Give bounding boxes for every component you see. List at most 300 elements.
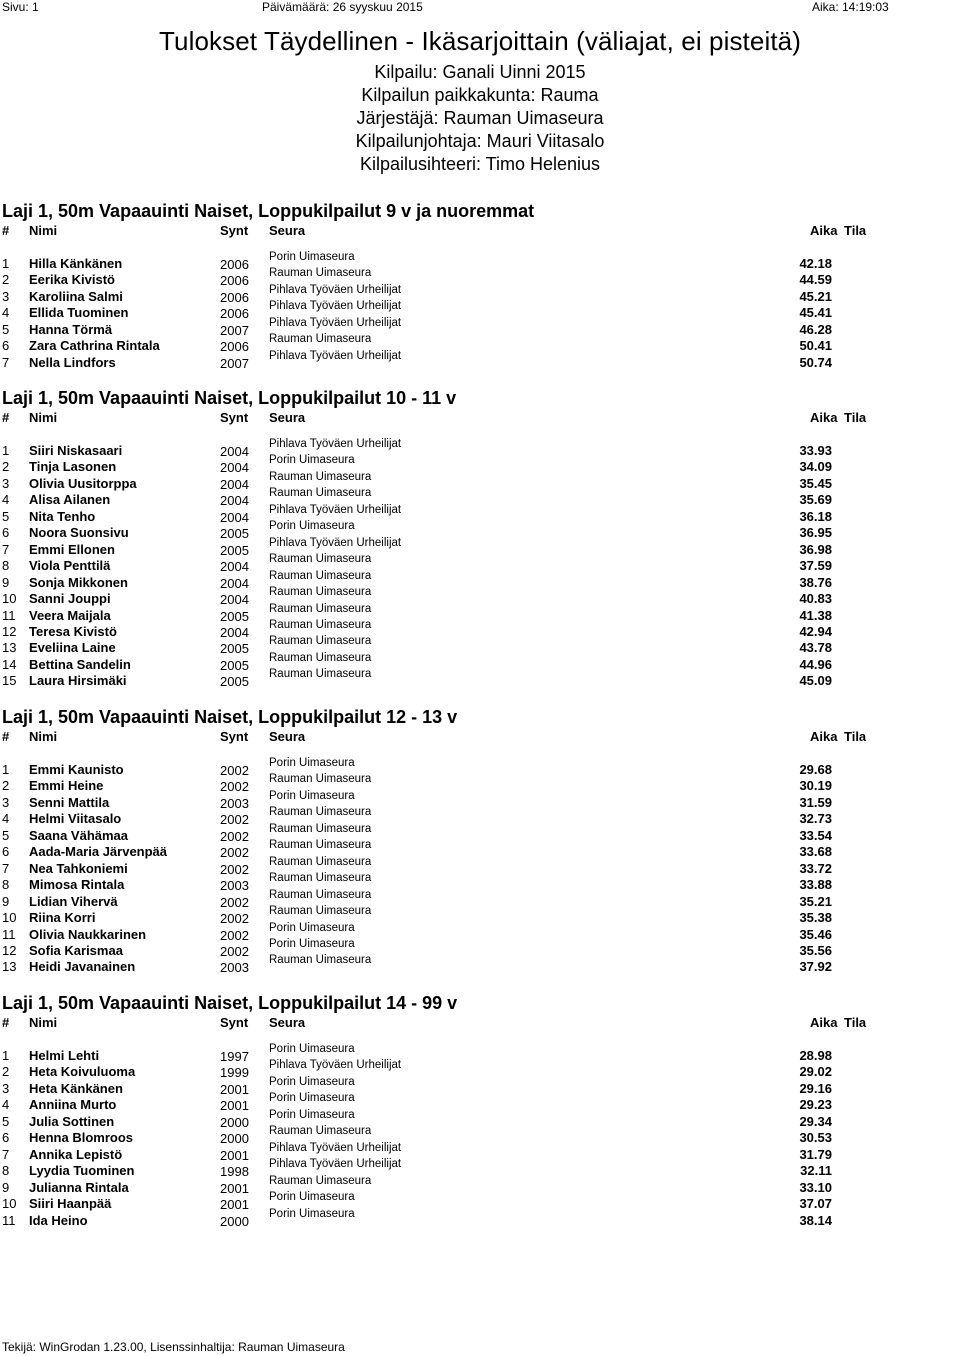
result-time: 44.96 xyxy=(799,656,832,672)
result-time: 35.56 xyxy=(799,942,832,958)
table-row xyxy=(0,300,960,322)
table-row xyxy=(0,668,960,690)
table-row xyxy=(0,1125,960,1147)
place: 4 xyxy=(2,305,10,321)
results-section xyxy=(0,388,960,698)
place: 10 xyxy=(2,1196,17,1212)
result-time: 38.76 xyxy=(799,574,832,590)
club-name: Porin Uimaseura xyxy=(269,937,355,950)
place: 3 xyxy=(2,288,10,304)
document-title: Tulokset Täydellinen - Ikäsarjoittain (väliajat, ei pisteitä) xyxy=(159,26,801,56)
birth-year: 2004 xyxy=(220,509,249,525)
club-name: Rauman Uimaseura xyxy=(269,1174,372,1187)
results-section xyxy=(0,993,960,1237)
place: 6 xyxy=(2,338,10,354)
column-header-num: # xyxy=(2,410,10,425)
club-name: Porin Uimaseura xyxy=(269,454,355,467)
result-time: 29.68 xyxy=(799,762,832,777)
birth-year: 2006 xyxy=(220,257,249,272)
swimmer-name: Lidian Vihervä xyxy=(29,893,118,909)
section-title: Laji 1, 50m Vapaauinti Naiset, Loppukilpailut 9 v ja nuoremmat xyxy=(2,201,535,221)
column-header-club: Seura xyxy=(269,1015,306,1030)
result-time: 42.94 xyxy=(799,623,832,639)
birth-year: 2004 xyxy=(220,575,249,591)
result-time: 34.09 xyxy=(799,459,832,475)
birth-year: 2007 xyxy=(220,355,249,371)
swimmer-name: Julia Sottinen xyxy=(29,1113,115,1129)
place: 10 xyxy=(2,591,17,607)
club-name: Porin Uimaseura xyxy=(269,251,355,263)
place: 9 xyxy=(2,1179,10,1195)
result-time: 32.73 xyxy=(799,811,832,827)
table-row xyxy=(0,1158,960,1180)
result-time: 32.11 xyxy=(800,1163,832,1179)
swimmer-name: Anniina Murto xyxy=(29,1097,117,1113)
place: 8 xyxy=(2,877,10,893)
birth-year: 2001 xyxy=(220,1197,249,1213)
result-time: 45.21 xyxy=(799,288,832,304)
birth-year: 2002 xyxy=(220,861,249,877)
club-name: Rauman Uimaseura xyxy=(269,872,372,885)
swimmer-name: Eveliina Laine xyxy=(29,640,116,656)
place: 5 xyxy=(2,321,10,337)
club-name: Pihlava Työväen Urheilijat xyxy=(269,536,402,549)
birth-year: 2002 xyxy=(220,779,249,795)
column-header-num: # xyxy=(2,223,10,238)
club-name: Porin Uimaseura xyxy=(269,520,355,533)
club-name: Rauman Uimaseura xyxy=(269,839,372,852)
club-name: Pihlava Työväen Urheilijat xyxy=(269,1158,402,1171)
swimmer-name: Henna Blomroos xyxy=(29,1130,134,1146)
result-time: 33.72 xyxy=(799,860,832,876)
birth-year: 2004 xyxy=(220,559,249,575)
swimmer-name: Emmi Heine xyxy=(29,778,104,794)
club-name: Rauman Uimaseura xyxy=(269,569,372,582)
birth-year: 1998 xyxy=(220,1164,249,1180)
birth-year: 2001 xyxy=(220,1098,249,1114)
result-time: 36.18 xyxy=(799,508,832,524)
place: 7 xyxy=(2,1146,10,1162)
club-name: Rauman Uimaseura xyxy=(269,822,372,835)
swimmer-name: Sofia Karismaa xyxy=(29,942,123,958)
swimmer-name: Riina Korri xyxy=(29,910,96,926)
column-header-name: Nimi xyxy=(29,410,58,425)
result-time: 29.16 xyxy=(799,1080,832,1096)
birth-year: 2002 xyxy=(220,845,249,861)
competition-location: Kilpailun paikkakunta: Rauma xyxy=(361,85,599,105)
swimmer-name: Julianna Rintala xyxy=(29,1179,129,1195)
column-header-tila: Tila xyxy=(844,729,867,744)
place: 4 xyxy=(2,811,10,827)
result-time: 33.68 xyxy=(799,844,832,860)
swimmer-name: Helmi Lehti xyxy=(29,1048,100,1063)
place: 2 xyxy=(2,272,10,288)
result-time: 37.07 xyxy=(799,1196,832,1212)
place: 5 xyxy=(2,508,10,524)
birth-year: 2005 xyxy=(220,526,249,542)
swimmer-name: Senni Mattila xyxy=(29,794,110,810)
swimmer-name: Eerika Kivistö xyxy=(29,272,115,288)
place: 1 xyxy=(2,256,10,271)
club-name: Pihlava Työväen Urheilijat xyxy=(269,316,402,329)
swimmer-name: Siiri Niskasaari xyxy=(29,443,123,458)
print-time: Aika: 14:19:03 xyxy=(812,0,889,14)
page-header xyxy=(0,0,960,14)
column-header-row xyxy=(0,729,960,745)
table-row xyxy=(0,1092,960,1114)
table-row xyxy=(0,283,960,305)
swimmer-name: Bettina Sandelin xyxy=(29,656,131,672)
birth-year: 2007 xyxy=(220,322,249,338)
table-row xyxy=(0,1043,960,1064)
table-row xyxy=(0,503,960,525)
swimmer-name: Ellida Tuominen xyxy=(29,305,129,321)
birth-year: 1997 xyxy=(220,1049,249,1064)
result-time: 36.95 xyxy=(799,525,832,541)
club-name: Pihlava Työväen Urheilijat xyxy=(269,1059,402,1072)
table-row xyxy=(0,316,960,338)
result-time: 40.83 xyxy=(799,591,832,607)
table-row xyxy=(0,1075,960,1097)
result-time: 36.98 xyxy=(799,541,832,557)
club-name: Rauman Uimaseura xyxy=(269,888,372,901)
club-name: Rauman Uimaseura xyxy=(269,773,372,786)
birth-year: 2006 xyxy=(220,289,249,305)
section-title: Laji 1, 50m Vapaauinti Naiset, Loppukilpailut 10 - 11 v xyxy=(2,388,457,408)
club-name: Rauman Uimaseura xyxy=(269,668,372,681)
place: 6 xyxy=(2,1130,10,1146)
place: 9 xyxy=(2,893,10,909)
club-name: Pihlava Työväen Urheilijat xyxy=(269,349,402,362)
table-row xyxy=(0,822,960,844)
club-name: Rauman Uimaseura xyxy=(269,470,372,483)
place: 1 xyxy=(2,443,10,458)
club-name: Rauman Uimaseura xyxy=(269,855,372,868)
table-row xyxy=(0,602,960,624)
birth-year: 2002 xyxy=(220,763,249,778)
competition-secretary: Kilpailusihteeri: Timo Helenius xyxy=(359,154,601,174)
place: 2 xyxy=(2,459,10,475)
club-name: Rauman Uimaseura xyxy=(269,333,372,346)
table-row xyxy=(0,1141,960,1163)
column-header-synt: Synt xyxy=(220,1015,249,1030)
table-row xyxy=(0,267,960,289)
club-name: Porin Uimaseura xyxy=(269,757,355,769)
table-row xyxy=(0,333,960,355)
birth-year: 2002 xyxy=(220,812,249,828)
result-time: 29.34 xyxy=(799,1113,832,1129)
swimmer-name: Hilla Känkänen xyxy=(29,256,123,271)
result-time: 33.10 xyxy=(799,1179,832,1195)
club-name: Rauman Uimaseura xyxy=(269,651,372,664)
table-row xyxy=(0,806,960,828)
table-row xyxy=(0,635,960,657)
place: 11 xyxy=(2,926,16,942)
table-row xyxy=(0,839,960,861)
column-header-synt: Synt xyxy=(220,223,249,238)
result-time: 37.59 xyxy=(799,558,832,574)
page-footer: Tekijä: WinGrodan 1.23.00, Lisenssinhaltija: Rauman Uimaseura xyxy=(2,1340,345,1354)
column-header-aika: Aika xyxy=(810,1015,838,1030)
swimmer-name: Siiri Haanpää xyxy=(29,1196,112,1212)
birth-year: 2003 xyxy=(220,795,249,811)
club-name: Porin Uimaseura xyxy=(269,1108,355,1121)
place: 1 xyxy=(2,1048,10,1063)
table-row xyxy=(0,520,960,542)
column-header-club: Seura xyxy=(269,410,306,425)
place: 3 xyxy=(2,475,10,491)
result-time: 33.93 xyxy=(799,443,832,458)
table-row xyxy=(0,651,960,673)
result-time: 35.45 xyxy=(799,475,832,491)
table-row xyxy=(0,921,960,943)
birth-year: 2002 xyxy=(220,927,249,943)
result-time: 46.28 xyxy=(799,321,832,337)
result-time: 45.09 xyxy=(799,673,832,689)
result-time: 31.59 xyxy=(799,794,832,810)
results-section xyxy=(0,707,960,984)
club-name: Rauman Uimaseura xyxy=(269,586,372,599)
birth-year: 2004 xyxy=(220,444,249,459)
competition-director: Kilpailunjohtaja: Mauri Viitasalo xyxy=(355,131,605,151)
club-name: Rauman Uimaseura xyxy=(269,905,372,918)
place: 8 xyxy=(2,1163,10,1179)
column-header-name: Nimi xyxy=(29,1015,58,1030)
club-name: Pihlava Työväen Urheilijat xyxy=(269,503,402,516)
section-title: Laji 1, 50m Vapaauinti Naiset, Loppukilpailut 12 - 13 v xyxy=(2,707,458,727)
table-row xyxy=(0,1174,960,1196)
table-row xyxy=(0,349,960,371)
swimmer-name: Olivia Naukkarinen xyxy=(29,926,147,942)
result-time: 33.88 xyxy=(799,877,832,893)
result-time: 38.14 xyxy=(799,1212,832,1228)
place: 12 xyxy=(2,623,17,639)
place: 11 xyxy=(2,1212,16,1228)
club-name: Rauman Uimaseura xyxy=(269,487,372,500)
swimmer-name: Helmi Viitasalo xyxy=(29,811,122,827)
swimmer-name: Lyydia Tuominen xyxy=(29,1163,135,1179)
table-row xyxy=(0,487,960,509)
swimmer-name: Ida Heino xyxy=(29,1212,88,1228)
column-header-row xyxy=(0,410,960,426)
swimmer-name: Karoliina Salmi xyxy=(29,288,123,304)
result-time: 50.74 xyxy=(799,354,832,370)
birth-year: 2004 xyxy=(220,493,249,509)
birth-year: 2001 xyxy=(220,1081,249,1097)
place: 9 xyxy=(2,574,10,590)
club-name: Rauman Uimaseura xyxy=(269,267,372,280)
club-name: Rauman Uimaseura xyxy=(269,553,372,566)
place: 5 xyxy=(2,827,10,843)
place: 5 xyxy=(2,1113,10,1129)
column-header-tila: Tila xyxy=(844,1015,867,1030)
swimmer-name: Mimosa Rintala xyxy=(29,877,125,893)
swimmer-name: Nella Lindfors xyxy=(29,354,116,370)
swimmer-name: Heta Koivuluoma xyxy=(29,1064,136,1080)
swimmer-name: Viola Penttilä xyxy=(29,558,111,574)
result-time: 42.18 xyxy=(799,256,832,271)
swimmer-name: Annika Lepistö xyxy=(29,1146,123,1162)
competition-name: Kilpailu: Ganali Uinni 2015 xyxy=(374,62,586,82)
table-row xyxy=(0,888,960,910)
table-row xyxy=(0,1191,960,1213)
birth-year: 2002 xyxy=(220,828,249,844)
swimmer-name: Zara Cathrina Rintala xyxy=(29,338,160,354)
birth-year: 1999 xyxy=(220,1065,249,1081)
swimmer-name: Olivia Uusitorppa xyxy=(29,475,137,491)
place: 3 xyxy=(2,1080,10,1096)
column-header-club: Seura xyxy=(269,729,306,744)
club-name: Rauman Uimaseura xyxy=(269,602,372,615)
result-time: 37.92 xyxy=(799,959,832,975)
swimmer-name: Noora Suonsivu xyxy=(29,525,129,541)
place: 4 xyxy=(2,492,10,508)
result-time: 41.38 xyxy=(799,607,832,623)
birth-year: 2005 xyxy=(220,657,249,673)
place: 4 xyxy=(2,1097,10,1113)
club-name: Rauman Uimaseura xyxy=(269,618,372,631)
birth-year: 2005 xyxy=(220,608,249,624)
swimmer-name: Heta Känkänen xyxy=(29,1080,123,1096)
table-row xyxy=(0,937,960,959)
column-header-name: Nimi xyxy=(29,729,58,744)
place: 2 xyxy=(2,1064,10,1080)
table-row xyxy=(0,1108,960,1130)
table-row xyxy=(0,618,960,640)
column-header-tila: Tila xyxy=(844,223,867,238)
swimmer-name: Nea Tahkoniemi xyxy=(29,860,128,876)
column-header-num: # xyxy=(2,729,10,744)
swimmer-name: Nita Tenho xyxy=(29,508,96,524)
swimmer-name: Veera Maijala xyxy=(29,607,111,623)
swimmer-name: Emmi Kaunisto xyxy=(29,762,124,777)
birth-year: 2001 xyxy=(220,1180,249,1196)
club-name: Pihlava Työväen Urheilijat xyxy=(269,1141,402,1154)
place: 8 xyxy=(2,558,10,574)
swimmer-name: Laura Hirsimäki xyxy=(29,673,127,689)
table-row xyxy=(0,251,960,272)
birth-year: 2005 xyxy=(220,641,249,657)
place: 7 xyxy=(2,354,10,370)
column-header-row xyxy=(0,1015,960,1031)
birth-year: 2004 xyxy=(220,592,249,608)
swimmer-name: Heidi Javanainen xyxy=(29,959,136,975)
place: 7 xyxy=(2,860,10,876)
table-row xyxy=(0,789,960,811)
column-header-club: Seura xyxy=(269,223,306,238)
swimmer-name: Sonja Mikkonen xyxy=(29,574,128,590)
birth-year: 2001 xyxy=(220,1147,249,1163)
swimmer-name: Hanna Törmä xyxy=(29,321,113,337)
club-name: Rauman Uimaseura xyxy=(269,806,372,819)
place: 11 xyxy=(2,607,16,623)
birth-year: 2002 xyxy=(220,911,249,927)
column-header-name: Nimi xyxy=(29,223,58,238)
place: 6 xyxy=(2,844,10,860)
club-name: Porin Uimaseura xyxy=(269,921,355,934)
place: 13 xyxy=(2,640,17,656)
print-date: Päivämäärä: 26 syyskuu 2015 xyxy=(262,0,423,14)
place: 1 xyxy=(2,762,10,777)
birth-year: 2006 xyxy=(220,339,249,355)
club-name: Pihlava Työväen Urheilijat xyxy=(269,438,402,450)
swimmer-name: Emmi Ellonen xyxy=(29,541,115,557)
club-name: Rauman Uimaseura xyxy=(269,635,372,648)
birth-year: 2000 xyxy=(220,1131,249,1147)
table-row xyxy=(0,1059,960,1081)
table-row xyxy=(0,954,960,976)
place: 2 xyxy=(2,778,10,794)
place: 12 xyxy=(2,942,17,958)
birth-year: 2006 xyxy=(220,273,249,289)
organizer: Järjestäjä: Rauman Uimaseura xyxy=(356,108,604,128)
birth-year: 2004 xyxy=(220,476,249,492)
place: 7 xyxy=(2,541,10,557)
results-section xyxy=(0,201,960,379)
column-header-aika: Aika xyxy=(810,729,838,744)
result-time: 43.78 xyxy=(799,640,832,656)
result-time: 29.23 xyxy=(799,1097,832,1113)
club-name: Pihlava Työväen Urheilijat xyxy=(269,300,402,313)
table-row xyxy=(0,1207,960,1229)
club-name: Porin Uimaseura xyxy=(269,1092,355,1105)
column-header-aika: Aika xyxy=(810,223,838,238)
table-row xyxy=(0,553,960,575)
birth-year: 2005 xyxy=(220,542,249,558)
place: 15 xyxy=(2,673,17,689)
swimmer-name: Tinja Lasonen xyxy=(29,459,117,475)
birth-year: 2003 xyxy=(220,878,249,894)
birth-year: 2004 xyxy=(220,460,249,476)
table-row xyxy=(0,470,960,492)
place: 10 xyxy=(2,910,17,926)
column-header-tila: Tila xyxy=(844,410,867,425)
table-row xyxy=(0,438,960,459)
column-header-aika: Aika xyxy=(810,410,838,425)
result-time: 29.02 xyxy=(799,1064,832,1080)
column-header-synt: Synt xyxy=(220,729,249,744)
birth-year: 2005 xyxy=(220,674,249,690)
swimmer-name: Sanni Jouppi xyxy=(29,591,111,607)
result-time: 28.98 xyxy=(799,1048,832,1063)
result-time: 35.69 xyxy=(799,492,832,508)
result-time: 31.79 xyxy=(799,1146,832,1162)
swimmer-name: Aada-Maria Järvenpää xyxy=(29,844,168,860)
birth-year: 2002 xyxy=(220,894,249,910)
table-row xyxy=(0,773,960,795)
club-name: Rauman Uimaseura xyxy=(269,1125,372,1138)
column-header-row xyxy=(0,223,960,239)
column-header-num: # xyxy=(2,1015,10,1030)
birth-year: 2004 xyxy=(220,624,249,640)
place: 13 xyxy=(2,959,17,975)
result-time: 35.46 xyxy=(799,926,832,942)
club-name: Rauman Uimaseura xyxy=(269,954,372,967)
result-time: 44.59 xyxy=(799,272,832,288)
page-number: Sivu: 1 xyxy=(2,0,39,14)
swimmer-name: Alisa Ailanen xyxy=(29,492,111,508)
birth-year: 2002 xyxy=(220,943,249,959)
table-row xyxy=(0,454,960,476)
club-name: Porin Uimaseura xyxy=(269,1075,355,1088)
club-name: Porin Uimaseura xyxy=(269,1207,355,1220)
table-row xyxy=(0,855,960,877)
table-row xyxy=(0,905,960,927)
club-name: Porin Uimaseura xyxy=(269,1043,355,1055)
place: 3 xyxy=(2,794,10,810)
column-header-synt: Synt xyxy=(220,410,249,425)
table-row xyxy=(0,757,960,778)
